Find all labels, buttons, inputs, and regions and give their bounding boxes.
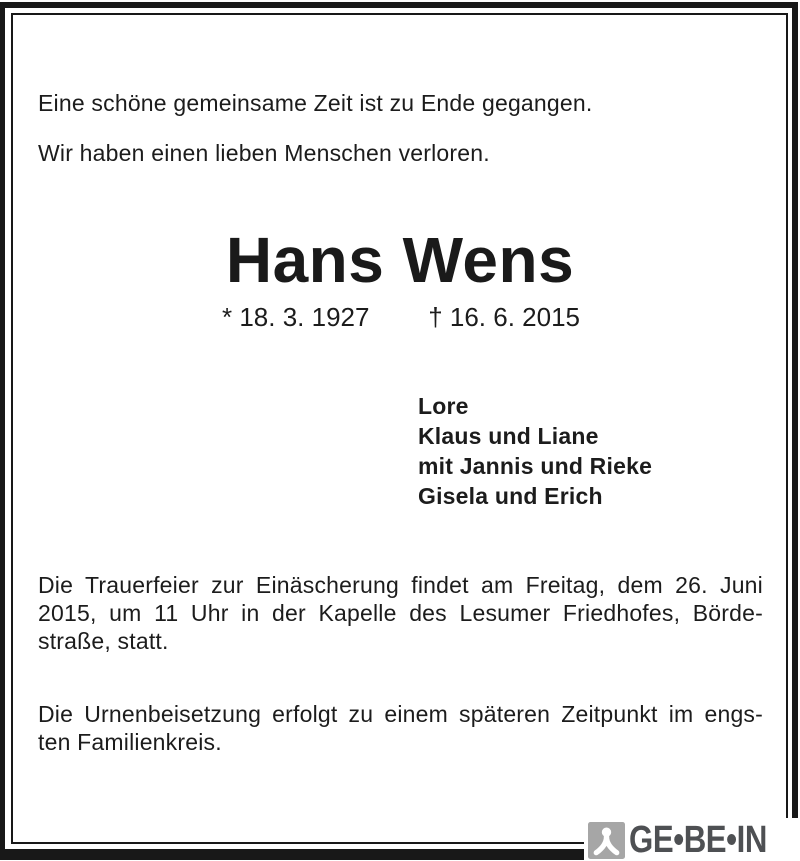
birth-date: * 18. 3. 1927 — [222, 302, 370, 332]
gebein-figure-icon — [588, 822, 625, 859]
urn-paragraph-line-1: Die Urnenbeisetzung erfolgt zu einem späteren Zeitpunkt im engs- — [38, 701, 763, 727]
intro-line-2: Wir haben einen lieben Menschen verloren. — [38, 140, 490, 166]
intro-line-1: Eine schöne gemeinsame Zeit ist zu Ende gegangen. — [38, 90, 593, 116]
urn-info-paragraph — [38, 700, 763, 756]
deceased-name: Hans Wens — [225, 224, 575, 296]
service-paragraph-line-2: 2015, um 11 Uhr in der Kapelle des Lesumer Friedhofes, Börde- — [38, 600, 763, 626]
life-dates-row — [222, 303, 580, 332]
publisher-logo — [584, 818, 800, 860]
mourner-line-4: Gisela und Erich — [418, 483, 603, 509]
mourner-line-1: Lore — [418, 393, 469, 419]
mourner-line-2: Klaus und Liane — [418, 423, 599, 449]
death-date: † 16. 6. 2015 — [428, 302, 580, 332]
urn-paragraph-line-2: ten Familienkreis. — [38, 729, 222, 755]
service-info-paragraph — [38, 571, 763, 655]
mourners-list — [418, 391, 652, 511]
service-paragraph-line-3: straße, statt. — [38, 628, 169, 654]
publisher-logo-text: GE•BE•IN — [629, 819, 768, 861]
service-paragraph-line-1: Die Trauerfeier zur Einäscherung findet am Freitag, dem 26. Juni — [38, 572, 763, 598]
mourner-line-3: mit Jannis und Rieke — [418, 453, 653, 479]
